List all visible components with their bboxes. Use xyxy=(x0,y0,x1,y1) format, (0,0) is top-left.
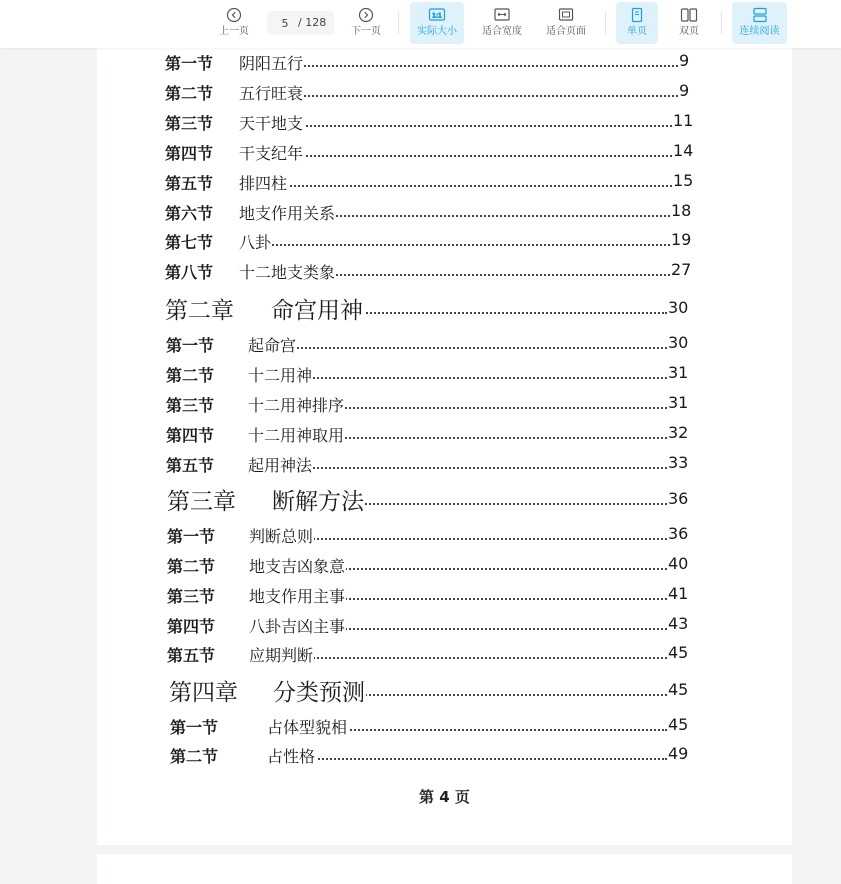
toc-page-number: 33 xyxy=(668,453,689,472)
toc-entry-title: 天干地支 xyxy=(239,111,304,134)
toc-entry-title: 应期判断 xyxy=(249,643,314,666)
toc-section-number: 第五节 xyxy=(167,646,216,665)
toc-entry-title: 占性格 xyxy=(267,744,316,767)
toc-section-number: 第二节 xyxy=(165,84,214,103)
toc-section-entry[interactable] xyxy=(165,81,708,103)
toc-section-entry[interactable] xyxy=(167,614,697,636)
toc-chapter-number: 第二章 xyxy=(165,298,234,324)
fit-width-label: 适合宽度 xyxy=(482,26,522,37)
toc-dot-leader xyxy=(259,185,672,187)
toc-chapter-number: 第三章 xyxy=(167,489,236,515)
toolbar-divider xyxy=(721,12,722,34)
toc-section-number: 第八节 xyxy=(165,263,214,282)
toc-section-entry[interactable] xyxy=(166,393,697,415)
toc-page-number: 41 xyxy=(668,584,689,603)
toc-section-number: 第一节 xyxy=(167,527,216,546)
toc-section-entry[interactable] xyxy=(165,260,700,282)
actual-size-icon xyxy=(410,7,464,25)
fit-page-icon xyxy=(540,7,592,25)
toc-entry-title: 十二用神 xyxy=(248,363,313,386)
toc-page-number: 31 xyxy=(668,363,689,382)
toc-page-number: 45 xyxy=(668,715,689,734)
next-page-button[interactable] xyxy=(344,2,388,44)
toc-chapter-entry[interactable] xyxy=(165,292,697,324)
toc-entry-title: 排四柱 xyxy=(239,171,288,194)
toc-dot-leader xyxy=(259,125,672,127)
toc-page-number: 49 xyxy=(668,744,689,763)
toc-page-number: 14 xyxy=(673,141,694,160)
toc-entry-title: 命宫用神 xyxy=(271,292,364,325)
document-page xyxy=(97,48,792,845)
toc-entry-title: 起用神法 xyxy=(248,453,313,476)
toc-section-entry[interactable] xyxy=(166,333,697,355)
toc-entry-title: 判断总则 xyxy=(249,524,314,547)
prev-page-button[interactable] xyxy=(212,2,256,44)
total-pages: / 128 xyxy=(298,16,327,29)
toc-page-number: 31 xyxy=(668,393,689,412)
toc-entry-title: 占体型貌相 xyxy=(267,715,348,738)
toc-page-number: 32 xyxy=(668,423,689,442)
toc-section-entry[interactable] xyxy=(166,363,697,385)
toc-section-entry[interactable] xyxy=(165,230,700,252)
single-page-icon xyxy=(616,7,658,25)
toc-section-entry[interactable] xyxy=(165,111,702,133)
toc-section-entry[interactable] xyxy=(166,423,697,445)
toc-section-number: 第三节 xyxy=(166,396,215,415)
toc-section-entry[interactable] xyxy=(170,744,697,766)
toc-dot-leader xyxy=(268,377,667,379)
page-indicator xyxy=(267,11,334,35)
toolbar-divider xyxy=(398,12,399,34)
current-page-input[interactable] xyxy=(273,14,297,32)
continuous-scroll-icon xyxy=(732,7,787,25)
toc-dot-leader xyxy=(259,155,672,157)
toc-dot-leader xyxy=(259,65,678,67)
toc-dot-leader xyxy=(259,244,670,246)
toc-page-number: 9 xyxy=(679,81,690,100)
toc-dot-leader xyxy=(269,538,667,540)
toc-section-number: 第四节 xyxy=(167,617,216,636)
prev-page-label: 上一页 xyxy=(219,26,249,37)
toc-section-number: 第四节 xyxy=(165,144,214,163)
toc-section-number: 第一节 xyxy=(166,336,215,355)
toc-section-number: 第四节 xyxy=(166,426,215,445)
chevron-right-circle-icon xyxy=(344,7,388,25)
toc-page-number: 36 xyxy=(668,524,689,543)
fit-page-label: 适合页面 xyxy=(546,26,586,37)
toc-entry-title: 八卦 xyxy=(239,230,272,253)
double-page-label: 双页 xyxy=(679,26,699,37)
fit-page-button[interactable] xyxy=(540,2,592,44)
toc-section-number: 第一节 xyxy=(165,54,214,73)
toc-chapter-entry[interactable] xyxy=(169,674,697,706)
toc-section-entry[interactable] xyxy=(165,51,708,73)
toc-page-number: 40 xyxy=(668,554,689,573)
toc-page-number: 36 xyxy=(668,489,689,508)
toc-dot-leader xyxy=(268,347,667,349)
svg-text:1:1: 1:1 xyxy=(432,12,442,20)
toc-dot-leader xyxy=(269,657,667,659)
toc-section-entry[interactable] xyxy=(167,554,697,576)
page-footer: 第 4 页 xyxy=(419,788,470,806)
toc-page-number: 19 xyxy=(671,230,692,249)
toc-page-number: 30 xyxy=(668,333,689,352)
actual-size-button[interactable] xyxy=(410,2,464,44)
toc-chapter-number: 第四章 xyxy=(169,680,238,706)
toc-page-number: 45 xyxy=(668,680,689,699)
toc-section-entry[interactable] xyxy=(165,171,702,193)
toc-entry-title: 阴阳五行 xyxy=(239,51,304,74)
toc-section-entry[interactable] xyxy=(170,715,697,737)
toc-page-number: 27 xyxy=(671,260,692,279)
toc-page-number: 11 xyxy=(673,111,694,130)
toc-section-number: 第五节 xyxy=(166,456,215,475)
toc-dot-leader xyxy=(259,95,678,97)
viewer-toolbar xyxy=(0,0,841,48)
toc-entry-title: 断解方法 xyxy=(272,483,365,516)
single-page-button[interactable] xyxy=(616,2,658,44)
toc-section-number: 第七节 xyxy=(165,233,214,252)
toc-section-number: 第六节 xyxy=(165,204,214,223)
toc-entry-title: 十二地支类象 xyxy=(239,260,336,283)
toc-page-number: 30 xyxy=(668,298,689,317)
single-page-label: 单页 xyxy=(627,26,647,37)
toc-entry-title: 十二用神排序 xyxy=(248,393,345,416)
toc-entry-title: 干支纪年 xyxy=(239,141,304,164)
next-document-page xyxy=(97,854,792,884)
double-page-button[interactable] xyxy=(668,2,710,44)
toc-entry-title: 五行旺衰 xyxy=(239,81,304,104)
toc-entry-title: 地支吉凶象意 xyxy=(249,554,346,577)
toc-section-number: 第二节 xyxy=(167,557,216,576)
toc-section-number: 第三节 xyxy=(167,587,216,606)
toc-section-number: 第五节 xyxy=(165,174,214,193)
toc-section-number: 第三节 xyxy=(165,114,214,133)
toc-section-entry[interactable] xyxy=(166,453,697,475)
toc-section-number: 第二节 xyxy=(166,366,215,385)
fit-width-icon xyxy=(476,7,528,25)
toc-entry-title: 地支作用关系 xyxy=(239,201,336,224)
toc-section-entry[interactable] xyxy=(167,584,697,606)
toc-entry-title: 十二用神取用 xyxy=(248,423,345,446)
toc-section-entry[interactable] xyxy=(167,524,697,546)
toc-page-number: 43 xyxy=(668,614,689,633)
chevron-left-circle-icon xyxy=(212,7,256,25)
continuous-reading-button[interactable] xyxy=(732,2,787,44)
toc-page-number: 9 xyxy=(679,51,690,70)
toc-section-entry[interactable] xyxy=(165,141,702,163)
toc-section-entry[interactable] xyxy=(165,201,700,223)
toc-dot-leader xyxy=(287,758,667,760)
toolbar-divider xyxy=(605,12,606,34)
toc-page-number: 45 xyxy=(668,643,689,662)
toc-page-number: 15 xyxy=(673,171,694,190)
toc-section-number: 第二节 xyxy=(170,747,219,766)
continuous-reading-label: 连续阅读 xyxy=(739,26,780,37)
fit-width-button[interactable] xyxy=(476,2,528,44)
toc-section-number: 第一节 xyxy=(170,718,219,737)
toc-entry-title: 地支作用主事 xyxy=(249,584,346,607)
toc-section-entry[interactable] xyxy=(167,643,697,665)
double-page-icon xyxy=(668,7,710,25)
next-page-label: 下一页 xyxy=(351,26,381,37)
toc-entry-title: 起命宫 xyxy=(248,333,297,356)
toc-entry-title: 八卦吉凶主事 xyxy=(249,614,346,637)
toc-entry-title: 分类预测 xyxy=(273,674,366,707)
toc-chapter-entry[interactable] xyxy=(167,483,697,515)
actual-size-label: 实际大小 xyxy=(417,26,457,37)
toc-page-number: 18 xyxy=(671,201,692,220)
toc-dot-leader xyxy=(268,467,667,469)
